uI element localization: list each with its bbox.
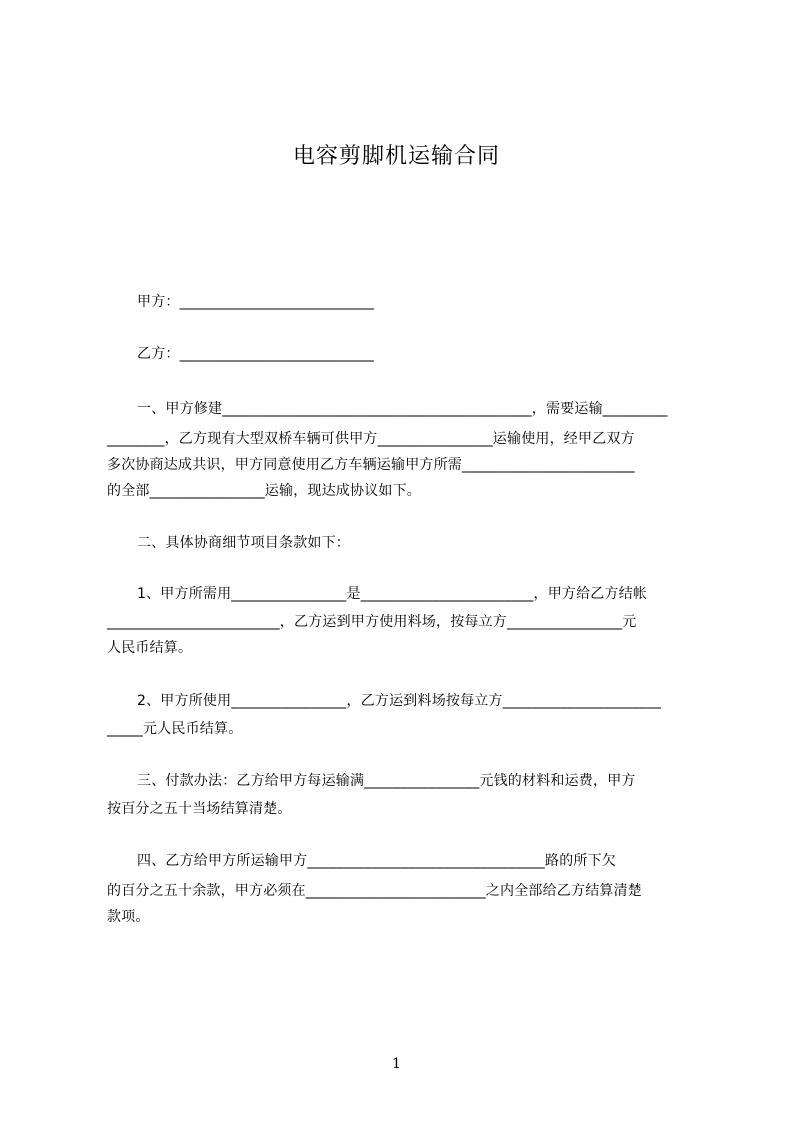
item-2-line: _____元人民币结算。 (107, 721, 243, 737)
clause-3-line: 按百分之五十当场结算清楚。 (107, 801, 292, 817)
document-title: 电容剪脚机运输合同 (292, 144, 500, 169)
clause-1-line: ________，乙方现有大型双桥车辆可供甲方________________运输使用，经甲乙双方 (107, 431, 635, 447)
party-a-line: 甲方：___________________________ (137, 294, 374, 310)
clause-1-line: 的全部________________运输，现达成协议如下。 (107, 483, 421, 499)
item-2-line: 2、甲方所使用________________，乙方运到料场按每立方______________________ (137, 693, 662, 709)
party-b-line: 乙方：___________________________ (137, 346, 374, 362)
clause-1-line: 多次协商达成共识，甲方同意使用乙方车辆运输甲方所需________________________ (107, 457, 635, 473)
clause-3-line: 三、付款办法：乙方给甲方每运输满________________元钱的材料和运费，甲方 (137, 773, 636, 789)
item-1-line: ________________________，乙方运到甲方使用料场，按每立方________________元 (107, 614, 637, 630)
clause-4-line: 四、乙方给甲方所运输甲方_________________________________路的所下欠 (137, 853, 616, 869)
item-1-line: 人民币结算。 (107, 640, 193, 656)
clause-2-heading: 二、具体协商细节项目条款如下： (137, 535, 350, 551)
clause-1-line: 一、甲方修建___________________________________________，需要运输_________ (137, 401, 668, 417)
clause-4-line: 款项。 (107, 909, 150, 925)
item-1-line: 1、甲方所需用________________是________________________，甲方给乙方结帐 (137, 586, 648, 602)
page-number: 1 (392, 1056, 401, 1072)
clause-4-line: 的百分之五十余款，甲方必须在_________________________之内全部给乙方结算清楚 (107, 883, 642, 899)
